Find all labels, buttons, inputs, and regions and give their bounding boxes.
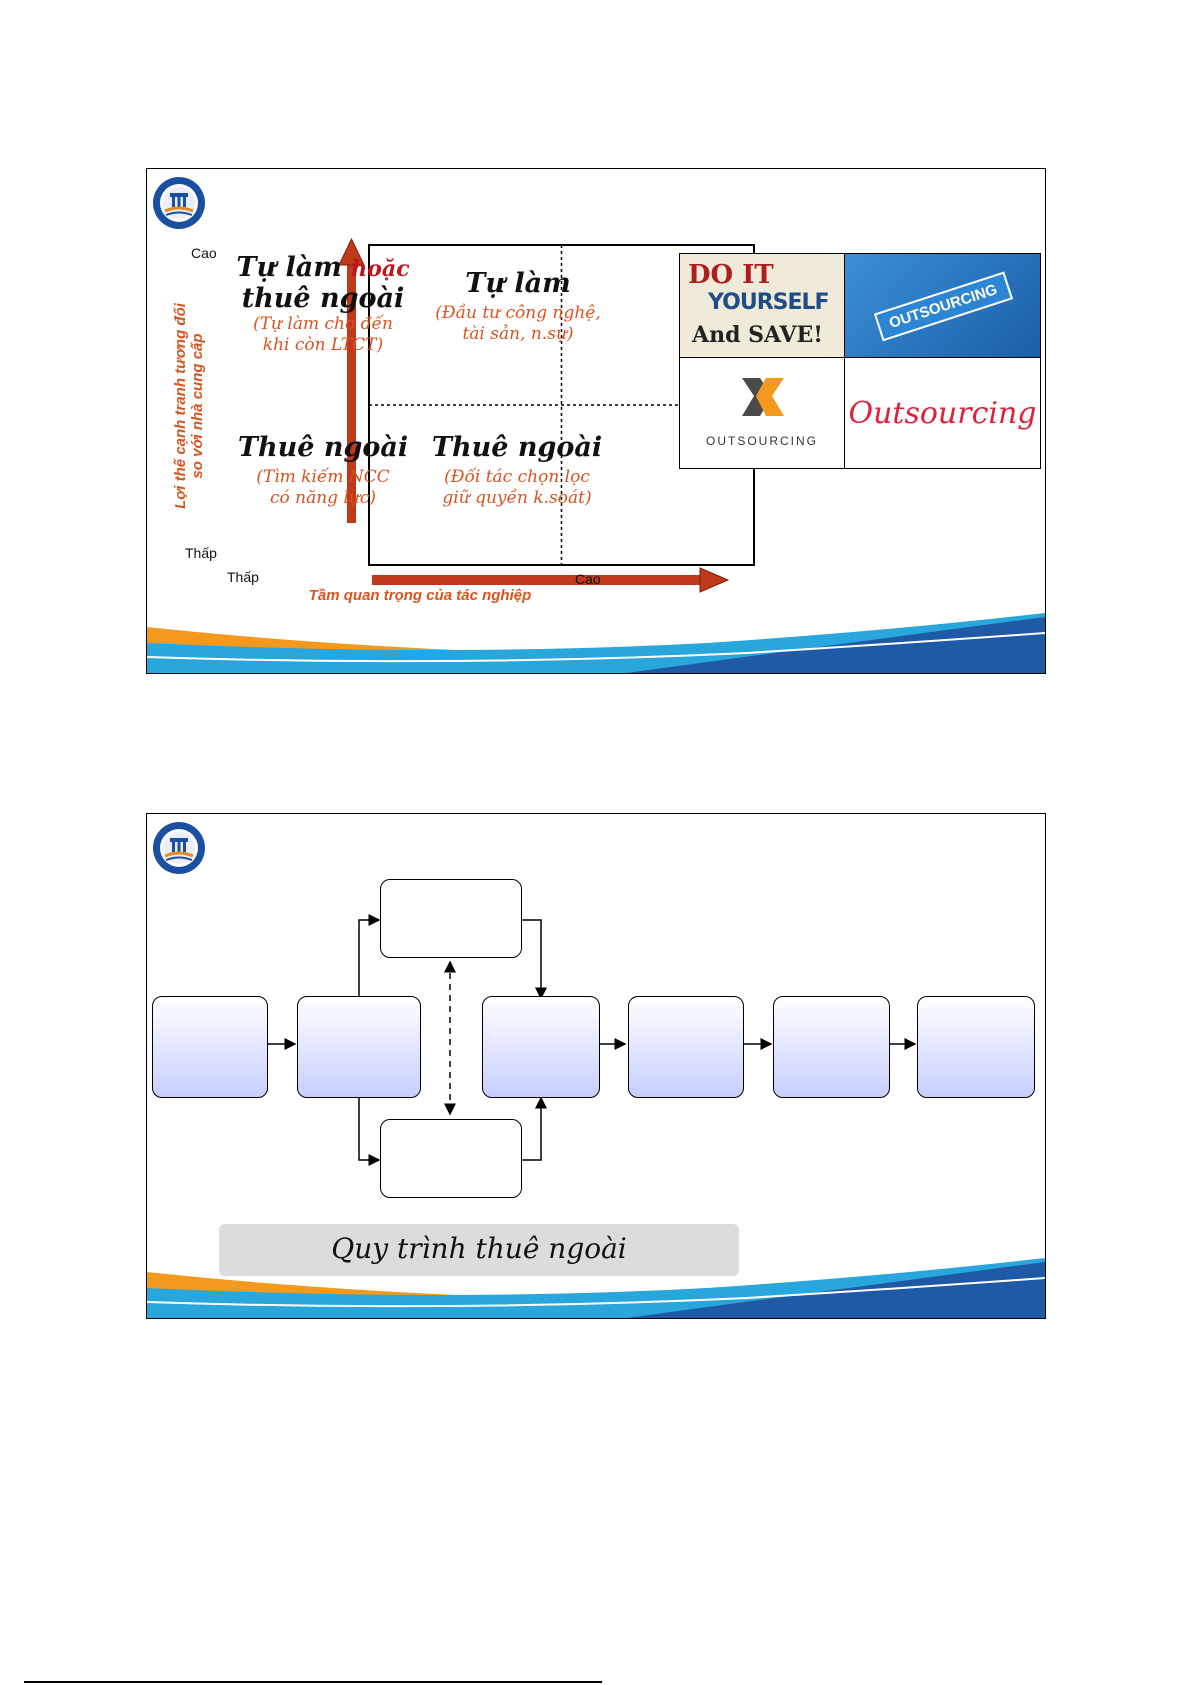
quadrant-bottom-left (229, 433, 417, 509)
footer-wave (147, 613, 1045, 673)
diy-text-1: DO IT (688, 260, 774, 290)
diy-text-2: YOURSELF (708, 290, 829, 315)
quadrant-bottom-left-sub: (Tìm kiếm NCC có năng lực) (256, 467, 390, 508)
process-box-4 (628, 996, 744, 1098)
university-logo-icon (151, 175, 207, 231)
slide-outsourcing-process (146, 813, 1046, 1319)
outsourcing-sign-image (845, 254, 1040, 358)
process-box-6 (917, 996, 1035, 1098)
quadrant-top-right (425, 269, 611, 345)
y-axis-high-label: Cao (191, 245, 217, 261)
diy-text-3: And SAVE! (692, 322, 823, 348)
y-axis-title-line2: so với nhà cung cấp (189, 333, 206, 479)
x-axis-low-label: Thấp (227, 569, 259, 585)
process-box-2 (297, 996, 421, 1098)
x-axis-title: Tầm quan trọng của tác nghiệp (308, 587, 532, 604)
image-collage (679, 253, 1041, 469)
quadrant-top-left-sub: (Tự làm cho đến khi còn LTCT) (253, 314, 393, 355)
diy-image (680, 254, 845, 358)
quadrant-top-right-sub: (Đầu tư công nghệ, tài sản, n.sự) (435, 303, 601, 344)
quadrant-bottom-right-sub: (Đối tác chọn lọc giữ quyền k.soát) (442, 467, 592, 508)
outsourcing-logo-text: OUTSOURCING (706, 434, 818, 448)
process-box-lower (380, 1119, 522, 1198)
process-box-3 (482, 996, 600, 1098)
outsourcing-script-image (845, 358, 1040, 468)
outsourcing-sign-text: OUTSOURCING (874, 272, 1013, 342)
y-axis-title-line1: Lợi thế cạnh tranh tương đối (172, 303, 189, 509)
footer-wave (147, 1258, 1045, 1318)
y-axis-low-label: Thấp (185, 545, 217, 561)
quadrant-top-right-title: Tự làm (465, 268, 571, 299)
outsourcing-script-text: Outsourcing (848, 396, 1037, 431)
quadrant-bottom-right (419, 433, 615, 509)
process-box-5 (773, 996, 890, 1098)
y-axis-title (172, 266, 206, 546)
quadrant-top-left-title-1: Tự làm (236, 252, 342, 283)
quadrant-bottom-right-title: Thuê ngoài (431, 432, 603, 463)
outsourcing-logo-image (680, 358, 845, 468)
quadrant-top-left (229, 253, 417, 356)
quadrant-top-left-title-accent: hoặc (351, 256, 410, 282)
process-box-1 (152, 996, 268, 1098)
slide-caption: Quy trình thuê ngoài (331, 1232, 627, 1265)
quadrant-bottom-left-title: Thuê ngoài (237, 432, 409, 463)
quadrant-top-left-title-2: thuê ngoài (241, 283, 405, 314)
outsourcing-x-logo-icon (738, 374, 788, 420)
x-axis-high-label: Cao (575, 571, 601, 587)
process-box-upper (380, 879, 522, 958)
page-bottom-rule (24, 1681, 602, 1683)
slide-outsourcing-matrix (146, 168, 1046, 674)
